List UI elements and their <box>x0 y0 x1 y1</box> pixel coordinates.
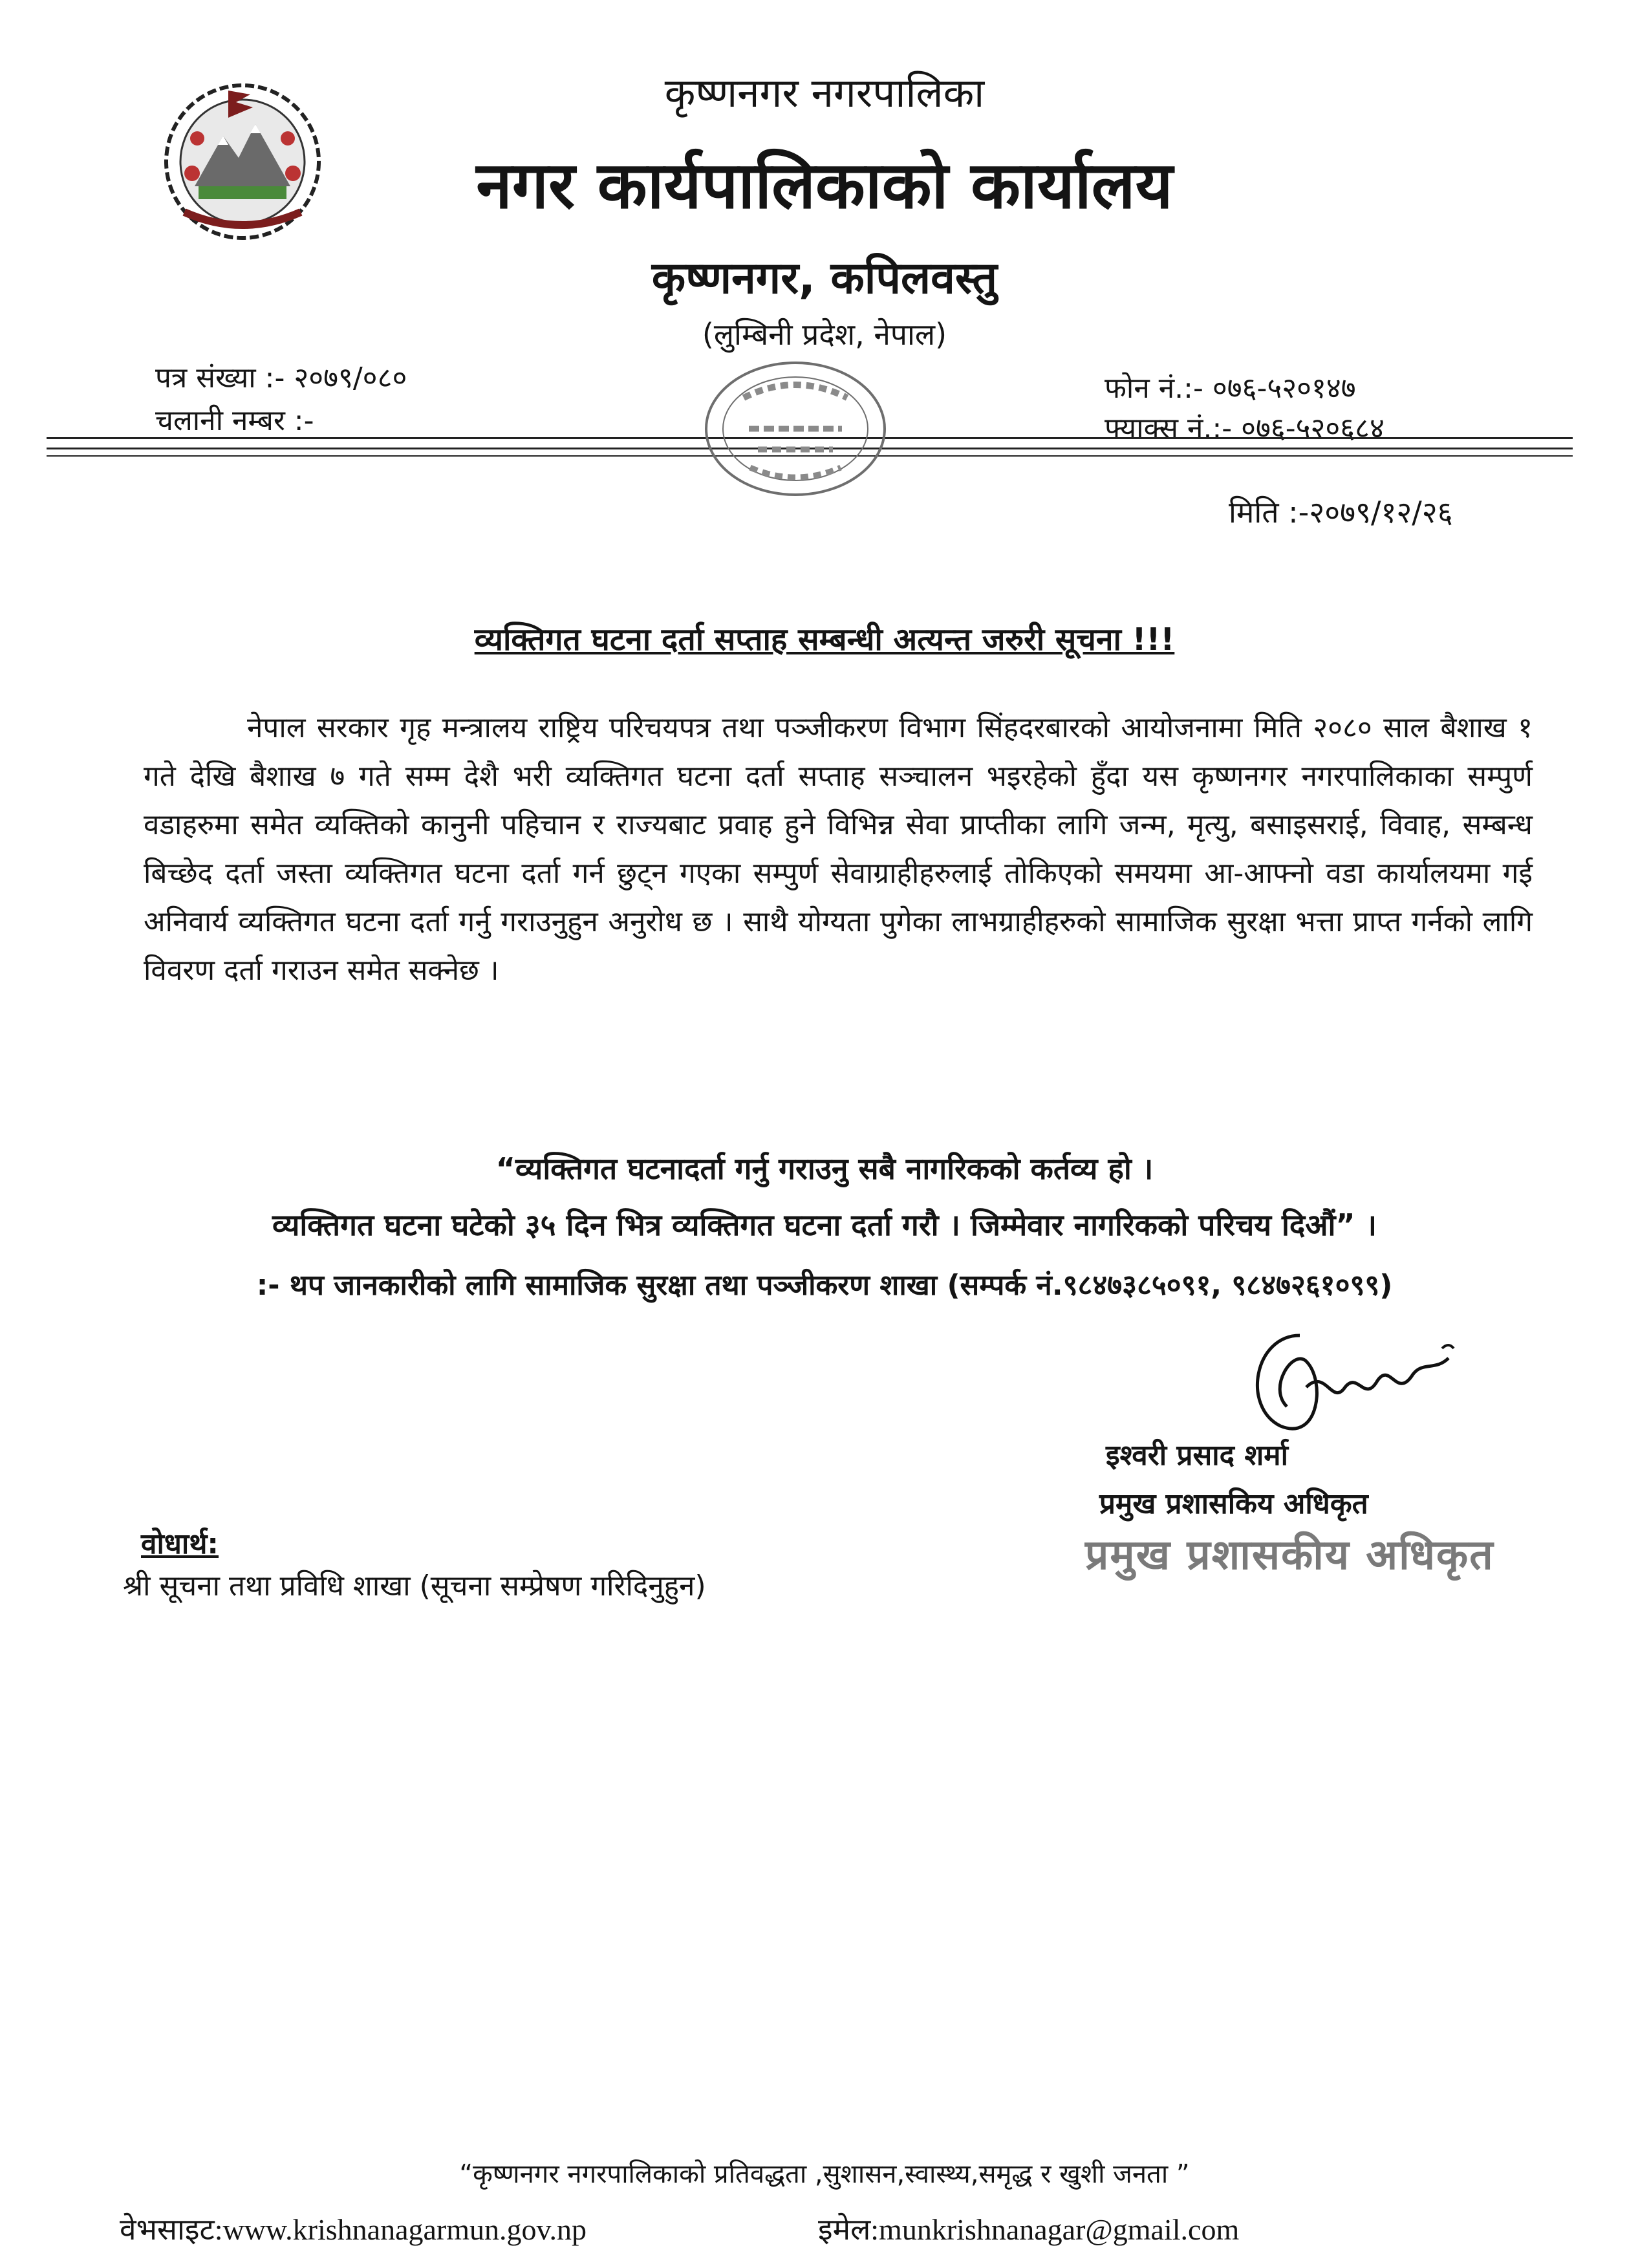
footer-motto: “कृष्णनगर नगरपालिकाको प्रतिवद्धता ,सुशासन,स्वास्थ्य,समृद्ध र खुशी जनता ” <box>459 2159 1190 2189</box>
dispatch-number: चलानी नम्बर :- <box>155 404 314 437</box>
designation-stamp: प्रमुख प्रशासकीय अधिकृत <box>1085 1531 1494 1579</box>
organization-name: कृष्णनगर नगरपालिका <box>664 69 985 116</box>
contact-info: :- थप जानकारीको लागि सामाजिक सुरक्षा तथा पञ्जीकरण शाखा (सम्पर्क नं.९८४७३८५०९१, ९८४७२६१०९९) <box>256 1269 1393 1302</box>
cc-label: वोधार्थ: <box>141 1528 219 1561</box>
letter-number: पत्र संख्या :- २०७९/०८० <box>155 362 407 394</box>
slogan-line-1: “व्यक्तिगत घटनादर्ता गर्नु गराउनु सबै नागरिकको कर्तव्य हो । <box>495 1151 1154 1186</box>
footer-website: वेभसाइट:www.krishnanagarmun.gov.np <box>120 2213 587 2246</box>
cc-recipient: श्री सूचना तथा प्रविधि शाखा (सूचना सम्प्रेषण गरिदिनुहुन) <box>123 1570 706 1603</box>
signer-name: इश्वरी प्रसाद शर्मा <box>1106 1439 1288 1472</box>
phone-number: फोन नं.:- ०७६-५२०१४७ <box>1105 372 1356 405</box>
notice-subject: व्यक्तिगत घटना दर्ता सप्ताह सम्बन्धी अत्यन्त जरुरी सूचना !!! <box>474 621 1175 658</box>
office-title: नगर कार्यपालिकाको कार्यालय <box>476 147 1173 223</box>
office-seal-icon <box>698 352 892 508</box>
signer-title: प्रमुख प्रशासकिय अधिकृत <box>1099 1487 1368 1520</box>
province-label: (लुम्बिनी प्रदेश, नेपाल) <box>702 317 947 352</box>
slogan-line-2: व्यक्तिगत घटना घटेको ३५ दिन भित्र व्यक्तिगत घटना दर्ता गरौ । जिम्मेवार नागरिकको परिचय दिऔं” । <box>272 1207 1377 1242</box>
fax-number: फ्याक्स नं.:- ०७६-५२०६८४ <box>1105 412 1385 445</box>
notice-body: नेपाल सरकार गृह मन्त्रालय राष्ट्रिय परिचयपत्र तथा पञ्जीकरण विभाग सिंहदरबारको आयोजनामा मिति २०८० साल बैशाख १ गते देखि बैशाख ७ गते सम्म देशै भरी व्यक्तिगत घटना दर्ता सप्ताह सञ्चालन भइरहेको हुँदा यस कृष्णनगर नगरपालिकाका सम्पुर्ण वडाहरुमा समेत व्यक्तिको कानुनी पहिचान र राज्यबाट प्रवाह हुने विभिन्न सेवा प्राप्तीका लागि जन्म, मृत्यु, बसाइसराई, विवाह, सम्बन्ध बिच्छेद दर्ता जस्ता व्यक्तिगत घटना दर्ता गर्न छुट्न गएका सम्पुर्ण सेवाग्राहीहरुलाई तोकिएको समयमा आ-आफ्नो वडा कार्यालयमा गई अनिवार्य व्यक्तिगत घटना दर्ता गर्नु गराउनुहुन अनुरोध छ । साथै योग्यता पुगेका लाभग्राहीहरुको सामाजिक सुरक्षा भत्ता प्राप्त गर्नको लागि विवरण दर्ता गराउन समेत सक्नेछ । <box>144 711 1533 987</box>
signature-icon <box>1229 1310 1461 1452</box>
letter-date: मिति :-२०७९/१२/२६ <box>1229 495 1453 530</box>
footer-email: इमेल:munkrishnanagar@gmail.com <box>818 2213 1240 2246</box>
office-location: कृष्णनगर, कपिलवस्तु <box>651 253 998 304</box>
